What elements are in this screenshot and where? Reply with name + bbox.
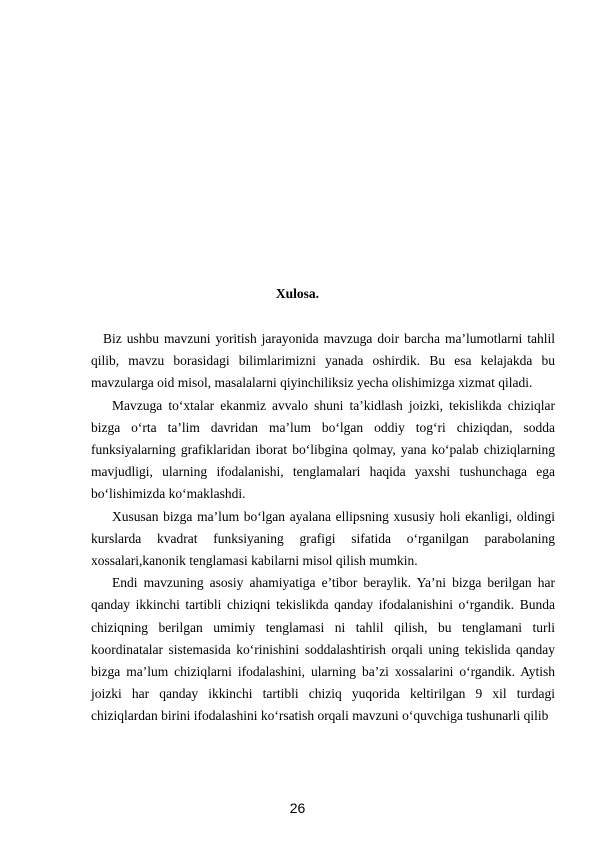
paragraph-main-significance: Endi mavzuning asosiy ahamiyatiga e’tibor beraylik. Ya’ni bizga berilgan har qanday ikkinchi tartibli chiziqni tekislikda qanday ifodalanishini o‘rgandik. Bunda chiziqning berilgan umimiy tenglamasi ni tahlil qilish, bu tenglamani turli koordinatalar sistemasida ko‘rinishini soddalashtirish orqali uning tekislida qanday bizga ma’lum chiziqlarni ifodalashini, ularning ba’zi xossalarini o‘rgandik. Aytish joizki har qanday ikkinchi tartibli chiziq yuqorida keltirilgan 9 xil turdagi chiziqlardan birini ifodalashini ko‘rsatish orqali mavzuni o‘quvchiga tushunarli qilib <box>91 575 555 724</box>
paragraph-examples: Xususan bizga ma’lum bo‘lgan ayalana ellipsning xususiy holi ekanligi, oldingi kurslarda kvadrat funksiyaning grafigi sifatida o‘rganilgan parabolaning xossalari,kanonik tenglamasi kabilarni misol qilish mumkin. <box>91 508 555 569</box>
paragraph-conclusion-intro: Biz ushbu mavzuni yoritish jarayonida mavzuga doir barcha ma’lumotlarni tahlil qilib, mavzu borasidagi bilimlarimizni yanada oshirdik. Bu esa kelajakda bu mavzularga oid misol, masalalarni qiyinchiliksiz yecha olishimizga xizmat qiladi. <box>91 331 555 391</box>
body-text <box>91 328 555 728</box>
section-heading: Xulosa. <box>275 286 320 301</box>
paragraph-topic-overview: Mavzuga to‘xtalar ekanmiz avvalo shuni ta’kidlash joizki, tekislikda chiziqlar bizga o‘rta ta’lim davridan ma’lum bo‘lgan oddiy tog‘ri chiziqdan, sodda funksiyalarning grafiklaridan iborat bo‘libgina qolmay, yana ko‘palab chiziqlarning mavjudligi, ularning ifodalanishi, tenglamalari haqida yaxshi tushunchaga ega bo‘lishimizda ko‘maklashdi. <box>91 397 555 502</box>
page-number: 26 <box>289 800 306 816</box>
